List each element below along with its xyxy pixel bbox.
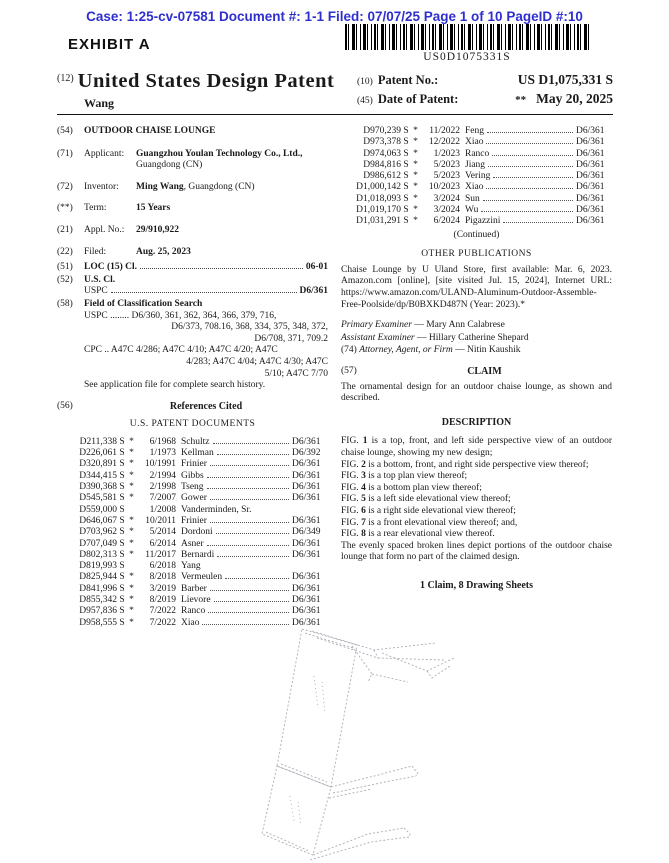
ref-class: D6/349	[292, 527, 321, 538]
masthead-left	[57, 70, 357, 111]
ref-patent-number: D825,944	[79, 572, 117, 583]
ref-date: 11/2017	[145, 549, 176, 560]
ref-patent-number: D970,239	[363, 126, 401, 136]
ref-inventor: Vering	[465, 171, 491, 182]
ref-patent-number: D973,378	[363, 137, 401, 148]
continued-note: (Continued)	[453, 229, 500, 240]
table-row: D957,836 S * 7/2022 Ranco D6/361	[57, 606, 328, 617]
leader-dots	[111, 292, 297, 293]
ref-inventor: Gibbs	[181, 470, 204, 481]
ref-patent-number: D390,368	[79, 482, 117, 493]
ref-class: D6/361	[292, 470, 321, 481]
leader-dots	[486, 188, 573, 189]
ref-class: D6/361	[292, 595, 321, 606]
figure-descriptions	[341, 436, 612, 540]
date-code: (45)	[357, 96, 373, 106]
table-row: D1,019,170 S * 3/2024 Wu D6/361	[341, 205, 612, 216]
barcode-block	[345, 24, 589, 63]
ref-inventor: Tseng	[181, 482, 204, 493]
ref-class: D6/361	[292, 538, 321, 549]
ref-date: 10/2023	[428, 182, 460, 193]
figure-description-line: FIG. 1 is a top, front, and left side perspective view of an outdoor chaise lounge, showing my new design;	[341, 436, 612, 458]
leader-dots	[216, 533, 289, 534]
leader-dots	[225, 578, 289, 579]
term-code: (**)	[57, 203, 73, 214]
kind-code: (12)	[57, 73, 74, 84]
ref-inventor: Sun	[465, 193, 480, 204]
ref-date: 11/2022	[429, 126, 460, 136]
patent-date-row	[357, 91, 613, 107]
table-row: D841,996 S * 3/2019 Barber D6/361	[57, 584, 328, 595]
term-value: 15 Years	[136, 203, 171, 214]
leader-dots	[208, 612, 289, 613]
other-publications-text: Chaise Lounge by U Uland Store, first available: Mar. 6, 2023. Amazon.com [online], [site visited Jul. 15, 2024], Internet URL: https://www.amazon.com/ULAND-Aluminum-Outdoor-Assemble-Free-Poolside/dp/B0BXKD487N (Year: 2023).*	[341, 264, 612, 310]
ref-class: D6/361	[576, 171, 605, 182]
ref-patent-number: D819,993	[79, 561, 117, 572]
leader-dots	[210, 465, 289, 466]
ref-patent-number: D707,049	[79, 538, 117, 549]
table-row: D703,962 S * 5/2014 Dordoni D6/349	[57, 527, 328, 538]
ref-class: D6/361	[576, 205, 605, 216]
ref-date: 5/2023	[433, 159, 460, 170]
ref-inventor: Ranco	[465, 148, 490, 159]
ref-class: D6/361	[576, 148, 605, 159]
ref-inventor: Wu	[465, 205, 479, 216]
table-row: D973,378 S * 12/2022 Xiao D6/361	[341, 137, 612, 148]
loc-label: LOC (15) Cl.	[84, 262, 138, 273]
ref-inventor: Schultz	[181, 436, 210, 447]
table-row: D855,342 S * 8/2019 Lievore D6/361	[57, 595, 328, 606]
ref-patent-number: D974,063	[363, 148, 401, 159]
invention-title: OUTDOOR CHAISE LOUNGE	[84, 126, 216, 136]
masthead-right	[357, 70, 613, 111]
figure-description-line: FIG. 7 is a front elevational view thereof; and,	[341, 517, 518, 528]
court-case-caption: Case: 1:25-cv-07581 Document #: 1-1 Filed: 07/07/25 Page 1 of 10 PageID #:10	[86, 9, 583, 24]
sec71-code: (71)	[57, 148, 73, 159]
primary-examiner-line: Primary Examiner — Mary Ann Calabrese	[341, 320, 505, 331]
inventor-surname: Wang	[84, 96, 115, 110]
ref-date: 10/2011	[145, 515, 176, 526]
ref-class: D6/361	[292, 436, 321, 447]
ref-inventor: Ranco	[181, 606, 206, 617]
uspc-value: D6/361	[299, 286, 328, 297]
ref-patent-number: D1,018,093	[356, 193, 401, 204]
ref-date: 3/2024	[433, 205, 460, 216]
patent-no-label: Patent No.:	[377, 73, 439, 87]
ref-patent-number: D320,891	[79, 459, 117, 470]
ref-date: 8/2018	[149, 572, 176, 583]
figure-description-line: FIG. 6 is a right side elevational view thereof;	[341, 505, 516, 516]
ref-inventor: Pigazzini	[465, 216, 501, 227]
loc-value: 06-01	[305, 262, 328, 273]
ref-patent-number: D545,581	[79, 493, 117, 504]
ref-class: D6/361	[576, 137, 605, 148]
table-row: D958,555 S * 7/2022 Xiao D6/361	[57, 618, 328, 629]
table-row: D1,018,093 S * 3/2024 Sun D6/361	[341, 194, 612, 205]
figure-description-line: FIG. 2 is a bottom, front, and right side perspective view thereof;	[341, 459, 589, 470]
ref-inventor: Yang	[181, 561, 201, 572]
patent-number-row	[357, 72, 613, 88]
ref-patent-number: D559,000	[79, 504, 117, 515]
table-row: D344,415 S * 2/1994 Gibbs D6/361	[57, 471, 328, 482]
ref-date: 10/1991	[144, 459, 176, 470]
ref-class: D6/361	[576, 126, 605, 136]
leader-dots	[481, 211, 573, 212]
leader-dots	[210, 522, 289, 523]
leader-dots	[486, 143, 573, 144]
ref-date: 6/2014	[149, 538, 176, 549]
ref-class: D6/392	[292, 448, 321, 459]
broken-lines-note: The evenly spaced broken lines depict portions of the outdoor chaise lounge that form no part of the claimed design.	[341, 540, 612, 563]
table-row: D984,816 S * 5/2023 Jiang D6/361	[341, 160, 612, 171]
figure-description-line: FIG. 4 is a bottom plan view thereof;	[341, 482, 482, 493]
ref-inventor: Xiao	[181, 617, 200, 628]
uspc-label: USPC	[84, 286, 108, 297]
ref-inventor: Frinier	[181, 459, 207, 470]
leader-dots	[217, 556, 289, 557]
leader-dots	[483, 200, 573, 201]
table-row: D545,581 S * 7/2007 Gower D6/361	[57, 493, 328, 504]
ref-date: 1/2023	[433, 148, 460, 159]
table-row: D819,993 S 6/2018 Yang	[57, 561, 328, 572]
leader-dots	[217, 454, 289, 455]
ref-patent-number: D646,067	[79, 515, 117, 526]
ref-date: 5/2014	[149, 527, 176, 538]
leader-dots	[493, 177, 573, 178]
ref-inventor: Vanderminden, Sr.	[181, 504, 252, 515]
ref-class: D6/361	[576, 193, 605, 204]
sec52-code: (52)	[57, 274, 73, 285]
us-patent-documents-heading: U.S. PATENT DOCUMENTS	[129, 419, 256, 430]
ref-patent-number: D226,061	[79, 448, 117, 459]
patent-date: May 20, 2025	[536, 91, 613, 106]
attorney-line: (74) Attorney, Agent, or Firm — Nitin Kaushik	[341, 345, 521, 356]
barcode-number: US0D1075331S	[423, 51, 511, 63]
cpc-search-line3: 5/10; A47C 7/70	[264, 368, 328, 379]
uspc-search-line3: D6/708, 371, 709.2	[254, 333, 328, 344]
ref-class: D6/361	[292, 459, 321, 470]
uspc-search-line1: USPC ........ D6/360, 361, 362, 364, 366, 379, 716,	[84, 310, 277, 321]
ref-class: D6/361	[576, 216, 605, 227]
ref-patent-number: D703,962	[79, 527, 117, 538]
leader-dots	[213, 443, 290, 444]
filed-value: Aug. 25, 2023	[136, 246, 191, 257]
ref-class: D6/361	[292, 549, 321, 560]
ref-inventor: Frinier	[181, 515, 207, 526]
claim-heading-row	[341, 366, 612, 378]
masthead-divider	[57, 114, 613, 115]
leader-dots	[210, 499, 289, 500]
other-publications-heading: OTHER PUBLICATIONS	[421, 249, 532, 260]
sec54-code: (54)	[57, 126, 73, 136]
claim-heading: CLAIM	[467, 366, 502, 378]
ref-date: 2/1998	[149, 482, 176, 493]
ref-date: 6/2018	[149, 561, 176, 572]
sec72-code: (72)	[57, 181, 73, 192]
ref-date: 8/2019	[149, 595, 176, 606]
ref-patent-number: D211,338	[79, 436, 117, 447]
ref-date: 1/2008	[149, 504, 176, 515]
ref-inventor: Lievore	[181, 595, 211, 606]
appl-no-value: 29/910,922	[136, 224, 180, 235]
ref-patent-number: D1,031,291	[356, 216, 401, 227]
applicant-value: Guangzhou Youlan Technology Co., Ltd., Guangdong (CN)	[136, 148, 303, 171]
masthead	[57, 70, 613, 111]
leader-dots	[214, 601, 289, 602]
ref-patent-number: D841,996	[79, 583, 117, 594]
ref-date: 7/2007	[149, 493, 176, 504]
ref-date: 1/1973	[149, 448, 176, 459]
ref-inventor: Vermeulen	[181, 572, 223, 583]
right-column	[341, 126, 612, 629]
ref-date: 2/1994	[149, 470, 176, 481]
barcode-icon	[345, 24, 589, 50]
ref-class: D6/361	[576, 182, 605, 193]
table-row: D707,049 S * 6/2014 Asner D6/361	[57, 539, 328, 550]
ref-class: D6/361	[292, 572, 321, 583]
table-row: D974,063 S * 1/2023 Ranco D6/361	[341, 149, 612, 160]
ref-patent-number: D984,816	[363, 159, 401, 170]
leader-dots	[207, 477, 289, 478]
sec57-code: (57)	[341, 366, 357, 377]
table-row: D320,891 S * 10/1991 Frinier D6/361	[57, 459, 328, 470]
cpc-search-line1: CPC .. A47C 4/286; A47C 4/10; A47C 4/20; A47C	[84, 345, 278, 356]
table-row: D970,239 S * 11/2022 Feng D6/361	[341, 126, 612, 137]
filed-label: Filed:	[84, 246, 107, 257]
leader-dots	[488, 166, 573, 167]
appl-no-label: Appl. No.:	[84, 224, 125, 235]
fcs-heading: Field of Classification Search	[84, 298, 203, 309]
ref-date: 3/2019	[149, 583, 176, 594]
sec21-code: (21)	[57, 224, 73, 235]
us-cl-label: U.S. Cl.	[84, 274, 116, 285]
ref-date: 7/2022	[149, 617, 176, 628]
ref-inventor: Bernardi	[181, 549, 215, 560]
figure-drawing	[222, 616, 478, 863]
ref-class: D6/361	[292, 617, 321, 628]
sec58-code: (58)	[57, 298, 73, 309]
table-row: D1,000,142 S * 10/2023 Xiao D6/361	[341, 182, 612, 193]
ref-patent-number: D802,313	[79, 549, 117, 560]
patent-number: US D1,075,331 S	[517, 72, 613, 87]
ref-class: D6/361	[576, 159, 605, 170]
table-row: D211,338 S * 6/1968 Schultz D6/361	[57, 437, 328, 448]
search-history-note: See application file for complete search history.	[84, 380, 266, 391]
table-row: D646,067 S * 10/2011 Frinier D6/361	[57, 516, 328, 527]
date-label: Date of Patent:	[377, 92, 459, 106]
ref-inventor: Jiang	[465, 159, 486, 170]
patent-no-code: (10)	[357, 77, 373, 87]
claim-text: The ornamental design for an outdoor chaise lounge, as shown and described.	[341, 381, 612, 404]
sec51-code: (51)	[57, 262, 73, 273]
leader-dots	[503, 222, 573, 223]
ref-patent-number: D855,342	[79, 595, 117, 606]
figure-description-line: FIG. 3 is a top plan view thereof;	[341, 471, 468, 482]
ref-patent-number: D1,000,142	[356, 182, 401, 193]
figure-description-line: FIG. 5 is a left side elevational view thereof;	[341, 494, 511, 505]
ref-date: 12/2022	[428, 137, 460, 148]
page-body	[57, 126, 613, 629]
ref-patent-number: D957,836	[79, 606, 117, 617]
ref-inventor: Kellman	[181, 448, 214, 459]
ref-date: 3/2024	[433, 193, 460, 204]
ref-class: D6/361	[292, 515, 321, 526]
ref-class: D6/361	[292, 583, 321, 594]
table-row: D390,368 S * 2/1998 Tseng D6/361	[57, 482, 328, 493]
ref-inventor: Gower	[181, 493, 207, 504]
ref-inventor: Feng	[465, 126, 484, 136]
term-label: Term:	[84, 203, 107, 214]
uspc-search-line2: D6/373, 708.16, 368, 334, 375, 348, 372,	[171, 322, 328, 333]
ref-patent-number: D1,019,170	[356, 205, 401, 216]
term-stars: **	[515, 94, 527, 106]
references-table-left	[57, 437, 328, 629]
ref-inventor: Xiao	[465, 182, 484, 193]
figure-description-line: FIG. 8 is a rear elevational view thereof.	[341, 529, 495, 540]
sec22-code: (22)	[57, 246, 73, 257]
leader-dots	[492, 155, 573, 156]
left-column	[57, 126, 328, 629]
ref-date: 6/2024	[433, 216, 460, 227]
ref-inventor: Asner	[181, 538, 204, 549]
table-row: D559,000 S 1/2008 Vanderminden, Sr.	[57, 505, 328, 516]
ref-patent-number: D344,415	[79, 470, 117, 481]
ref-inventor: Dordoni	[181, 527, 213, 538]
ref-date: 5/2023	[433, 171, 460, 182]
ref-class: D6/361	[292, 606, 321, 617]
inventor-value: Ming Wang, Guangdong (CN)	[136, 181, 255, 192]
table-row: D825,944 S * 8/2018 Vermeulen D6/361	[57, 572, 328, 583]
table-row: D986,612 S * 5/2023 Vering D6/361	[341, 171, 612, 182]
sec56-code: (56)	[57, 400, 73, 411]
leader-dots	[207, 545, 289, 546]
applicant-label: Applicant:	[84, 148, 125, 159]
claims-sheets-footer: 1 Claim, 8 Drawing Sheets	[419, 579, 534, 591]
ref-date: 7/2022	[149, 606, 176, 617]
table-row: D1,031,291 S * 6/2024 Pigazzini D6/361	[341, 216, 612, 227]
exhibit-label: EXHIBIT A	[68, 36, 151, 53]
ref-class: D6/361	[292, 482, 321, 493]
assistant-examiner-line: Assistant Examiner — Hillary Catherine Shepard	[341, 332, 529, 343]
leader-dots	[210, 590, 289, 591]
table-row: D226,061 S * 1/1973 Kellman D6/392	[57, 448, 328, 459]
table-row: D802,313 S * 11/2017 Bernardi D6/361	[57, 550, 328, 561]
ref-patent-number: D986,612	[363, 171, 401, 182]
ref-inventor: Barber	[181, 583, 207, 594]
ref-class: D6/361	[292, 493, 321, 504]
inventor-label: Inventor:	[84, 181, 119, 192]
references-table-right	[341, 126, 612, 228]
ref-patent-number: D958,555	[79, 617, 117, 628]
leader-dots	[140, 268, 303, 269]
cpc-search-line2: 4/283; A47C 4/04; A47C 4/30; A47C	[186, 356, 328, 367]
ref-inventor: Xiao	[465, 137, 484, 148]
leader-dots	[207, 488, 289, 489]
leader-dots	[487, 132, 573, 133]
description-heading: DESCRIPTION	[441, 416, 512, 428]
references-heading: References Cited	[169, 400, 243, 412]
ref-date: 6/1968	[149, 436, 176, 447]
patent-doc-title: United States Design Patent	[77, 70, 335, 92]
